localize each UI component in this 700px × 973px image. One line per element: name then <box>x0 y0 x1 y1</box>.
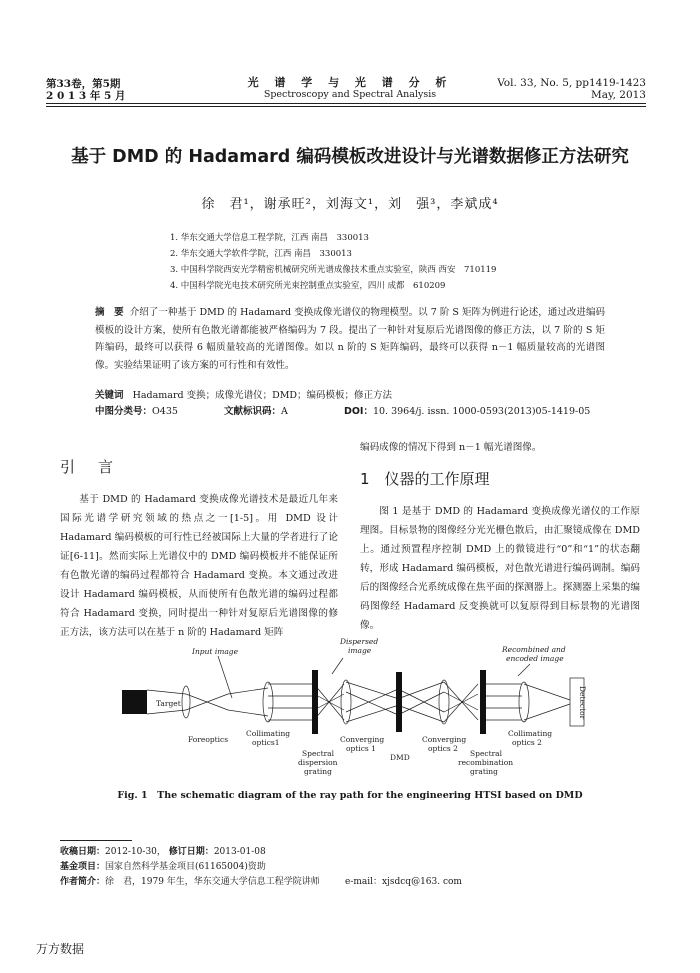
figure-caption: Fig. 1 The schematic diagram of the ray path for the engineering HTSI based on DMD <box>117 790 583 801</box>
fig-label-recombined-2: encoded image <box>506 654 564 663</box>
section-intro-title: 引 言 <box>60 458 118 476</box>
received-date: 2012-10-30， <box>105 847 166 857</box>
footnote-author <box>60 875 320 890</box>
affiliation-3: 3. 中国科学院西安光学精密机械研究所光谱成像技术重点实验室，陕西 西安 710119 <box>170 265 497 275</box>
target-block <box>122 690 147 714</box>
doc-code-value: A <box>281 406 288 417</box>
paper-title: 基于 DMD 的 Hadamard 编码模板改进设计与光谱数据修正方法研究 <box>71 147 629 167</box>
fig-label-dispersed-1: Dispersed <box>340 638 379 646</box>
clc-label: 中图分类号： <box>95 406 153 417</box>
fig-label-target: Target <box>156 699 181 708</box>
intro-paragraph: 基于 DMD 的 Hadamard 变换成像光谱技术是最近几年来国际光谱学研究领域的热点之一[1-5]。用 DMD 设计 Hadamard 编码模板的可行性已经被国际上大量的学者进行了论证[6-11]。然而实际上光谱仪中的 DMD 编码模板并不能保证所有色散光谱的编码过程都符合 Hadamard 变换。本文通过改进设计 Hadamard 编码模板，从而使所有色散光谱的编码过程都符合 Hadamard 变换，同时提出一种针对复原后光谱图像的修正方法，该方法可以在基于 n 阶的 Hadamard 矩阵 <box>60 494 338 638</box>
fig-label-input-image: Input image <box>192 647 239 656</box>
fig-label-spectral-rec-c: grating <box>470 767 498 776</box>
revised-date: 2013-01-08 <box>213 847 266 857</box>
fig-label-converging2-a: Converging <box>422 735 467 744</box>
header-journal-en: Spectroscopy and Spectral Analysis <box>263 89 437 100</box>
author-bio: 徐 君，1979 年生，华东交通大学信息工程学院讲师 <box>105 877 320 887</box>
watermark-text: 万方数据 <box>36 942 85 956</box>
keywords-text: Hadamard 变换；成像光谱仪；DMD；编码模板；修正方法 <box>132 390 393 401</box>
fig-label-spectral-rec-b: recombination <box>458 758 514 767</box>
keywords-label: 关键词 <box>95 390 124 401</box>
affiliation-1: 1. 华东交通大学信息工程学院，江西 南昌 330013 <box>170 233 369 243</box>
fig-label-foreoptics: Foreoptics <box>188 735 229 744</box>
fig-label-converging1-b: optics 1 <box>346 744 376 753</box>
fig-label-dmd: DMD <box>390 753 410 762</box>
fund-label: 基金项目： <box>60 862 106 872</box>
fig-label-detector: Detector <box>578 686 587 720</box>
header-volume-en: Vol. 33, No. 5, pp1419-1423 <box>497 77 646 89</box>
fig-label-converging1-a: Converging <box>340 735 385 744</box>
fig-label-collimating1-b: optics1 <box>252 738 280 747</box>
fig-label-collimating2-b: optics 2 <box>512 738 542 747</box>
fig-label-spectral-disp-c: grating <box>304 767 332 776</box>
fig-label-collimating2-a: Collimating <box>508 729 553 738</box>
figure-ray-path <box>100 638 600 788</box>
footnote-fund <box>60 860 266 875</box>
fig-label-spectral-rec-a: Spectral <box>470 749 503 758</box>
continuation-text: 编码成像的情况下得到 n－1 幅光谱图像。 <box>360 442 542 453</box>
fig-label-dispersed-2: image <box>348 646 372 655</box>
fig-label-spectral-disp-a: Spectral <box>302 749 335 758</box>
header-journal-cn: 光 谱 学 与 光 谱 分 析 <box>247 76 453 89</box>
dispersion-grating <box>312 670 318 734</box>
author-list: 徐 君¹，谢承旺²，刘海文¹，刘 强³，李斌成⁴ <box>201 197 499 212</box>
section-1-paragraph: 图 1 是基于 DMD 的 Hadamard 变换成像光谱仪的工作原理图。目标景物的图像经分光光栅色散后，由汇聚镜成像在 DMD 上。通过预置程序控制 DMD 上的微镜进行“0”和“1”的状态翻转，形成 Hadamard 编码模板，对色散光谱进行编码调制。编码后的图像经合光系统成像在焦平面的探测器上。探测器上采集的编码图像经 Hadamard 反变换就可以复原得到目标景物的光谱图像。 <box>360 506 640 631</box>
header-rule <box>46 103 646 104</box>
clc-value: O435 <box>152 406 178 417</box>
section-1-title: 1 仪器的工作原理 <box>360 470 490 488</box>
footnote-rule <box>60 840 132 841</box>
doc-code-label: 文献标识码： <box>224 406 282 417</box>
dmd-element <box>396 672 402 732</box>
author-bio-label: 作者简介： <box>60 877 106 887</box>
fig-label-recombined-1: Recombined and <box>502 645 566 654</box>
abstract-label: 摘 要 <box>95 307 124 318</box>
abstract <box>95 304 605 374</box>
footnote-dates <box>60 845 266 860</box>
header-date-cn: 2 0 1 3 年 5 月 <box>46 90 126 102</box>
doi-label: DOI： <box>343 406 373 417</box>
abstract-text: 介绍了一种基于 DMD 的 Hadamard 变换成像光谱仪的物理模型。以 7 阶 S 矩阵为例进行论述，通过改进编码模板的设计方案，使所有色散光谱都能被严格编码为 7 段。提出了一种针对复原后光谱图像的修正方法，以 7 阶的 S 矩阵编码，最终可以获得 6 幅质量较高的光谱图像。如以 n 阶的 S 矩阵编码，最终可以获得 n－1 幅质量较高的光谱图像。实验结果证明了该方案的可行性和有效性。 <box>95 307 605 371</box>
keywords <box>95 388 615 404</box>
header-volume <box>497 77 646 101</box>
fig-label-collimating1-a: Collimating <box>246 729 291 738</box>
recombination-grating <box>480 670 486 734</box>
revised-label: 修订日期： <box>168 847 214 857</box>
header-date-en: May, 2013 <box>591 89 646 101</box>
affiliation-2: 2. 华东交通大学软件学院，江西 南昌 330013 <box>170 249 352 259</box>
affiliation-4: 4. 中国科学院光电技术研究所光束控制重点实验室，四川 成都 610209 <box>170 281 446 291</box>
author-email: e-mail：xjsdcq@163. com <box>345 877 462 887</box>
classification <box>95 404 615 420</box>
doi-value: 10. 3964/j. issn. 1000-0593(2013)05-1419-05 <box>372 406 591 417</box>
fund-text: 国家自然科学基金项目(61165004)资助 <box>105 862 266 872</box>
header-rule-thin <box>46 106 646 107</box>
header-volume-cn: 第33卷，第5期 <box>46 78 121 90</box>
fig-label-spectral-disp-b: dispersion <box>298 758 338 767</box>
fig-label-converging2-b: optics 2 <box>428 744 458 753</box>
received-label: 收稿日期： <box>60 847 106 857</box>
